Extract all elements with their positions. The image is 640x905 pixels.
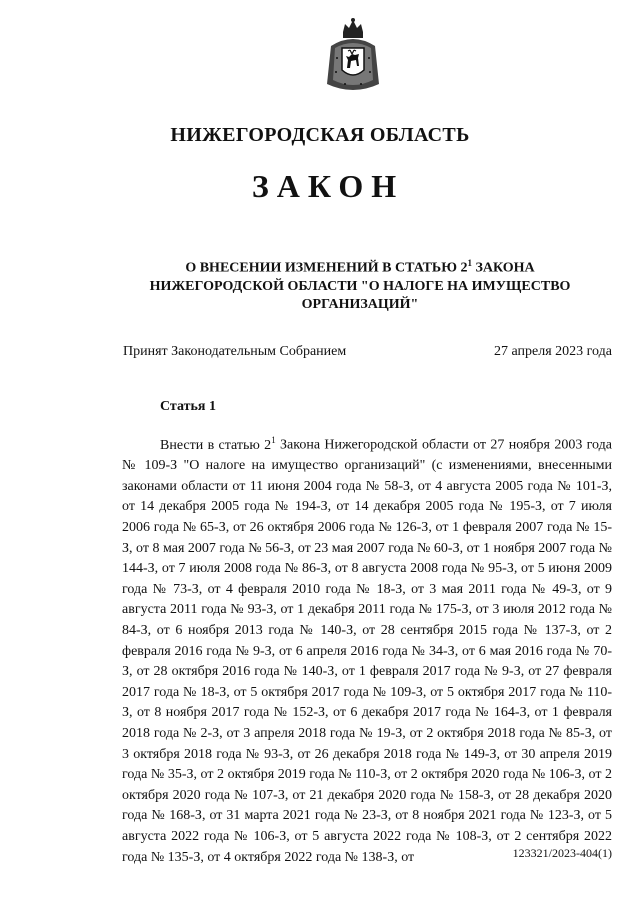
article-text-sup: 1	[271, 435, 276, 445]
adoption-label: Принят Законодательным Собранием	[123, 344, 347, 359]
document-code: 123321/2023-404(1)	[512, 846, 612, 860]
law-heading: ЗАКОН	[251, 168, 405, 204]
law-title-part2: ЗАКОНА НИЖЕГОРОДСКОЙ ОБЛАСТИ "О НАЛОГЕ НА ИМУЩЕСТВО ОРГАНИЗАЦИЙ"	[149, 260, 571, 312]
law-title	[130, 254, 590, 314]
adoption-date: 27 апреля 2023 года	[494, 344, 612, 359]
coat-of-arms-icon	[325, 18, 381, 98]
law-title-sup: 1	[467, 258, 472, 268]
article-heading: Статья 1	[160, 399, 216, 414]
law-title-part1: О ВНЕСЕНИИ ИЗМЕНЕНИЙ В СТАТЬЮ 2	[185, 260, 468, 276]
article-text-part1: Внести в статью 2	[160, 437, 272, 453]
article-text-part2: Закона Нижегородской области от 27 ноября 2003 года № 109-З "О налоге на имущество организаций" (с изменениями, внесенными законами области от 11 июня 2004 года № 58-З, от 4 августа 2005 года № 101-З, от 14 декабря 2005 года № 194-З, от 14 декабря 2005 года № 195-З, от 7 июля 2006 года № 65-З, от 26 октября 2006 года № 126-З, от 1 февраля 2007 года № 15-З, от 8 мая 2007 года № 56-З, от 23 мая 2007 года № 60-З, от 1 ноября 2007 года № 144-З, от 7 июля 2008 года № 86-З, от 8 августа 2008 года № 95-З, от 5 июня 2009 года № 73-З, от 4 февраля 2010 года № 18-З, от 3 мая 2011 года № 49-З, от 9 августа 2011 года № 93-З, от 1 декабря 2011 года № 175-З, от 3 июля 2012 года № 84-З, от 6 ноября 2013 года № 140-З, от 28 сентября 2015 года № 137-З, от 2 февраля 2016 года № 9-З, от 6 апреля 2016 года № 34-З, от 6 мая 2016 года № 70-З, от 28 октября 2016 года № 140-З, от 1 февраля 2017 года № 9-З, от 27 февраля 2017 года № 18-З, от 5 октября 2017 года № 109-З, от 5 октября 2017 года № 110-З, от 8 ноября 2017 года № 152-З, от 6 декабря 2017 года № 164-З, от 1 февраля 2018 года № 2-З, от 3 апреля 2018 года № 19-З, от 2 октября 2018 года № 85-З, от 3 октября 2018 года № 93-З, от 26 декабря 2018 года № 149-З, от 30 апреля 2019 года № 35-З, от 2 октября 2019 года № 110-З, от 2 октября 2020 года № 106-З, от 2 октября 2020 года № 107-З, от 21 декабря 2020 года № 158-З, от 28 декабря 2020 года № 168-З, от 31 марта 2021 года № 23-З, от 8 ноября 2021 года № 123-З, от 5 августа 2022 года № 106-З, от 5 августа 2022 года № 108-З, от 2 сентября 2022 года № 135-З, от 4 октября 2022 года № 138-З, от	[122, 437, 612, 865]
article-text	[122, 430, 612, 868]
region-heading: НИЖЕГОРОДСКАЯ ОБЛАСТЬ	[170, 124, 470, 146]
